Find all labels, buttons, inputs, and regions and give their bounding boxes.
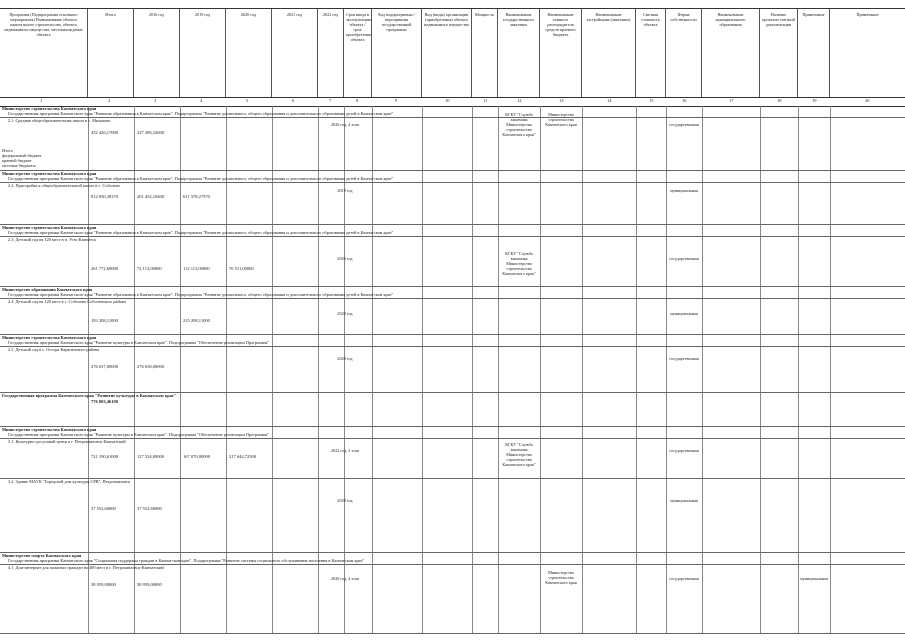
column-number: 11 <box>483 98 488 103</box>
header-col-8: Срок ввода в эксплуатацию объекта / срок приобретения объекта <box>344 9 372 97</box>
object-total: 721 190,61000 <box>91 454 118 459</box>
object-total: 276 637,00000 <box>91 364 118 369</box>
program-total-sum: 776 003,46100 <box>91 399 118 404</box>
object-form: государственная <box>669 448 699 453</box>
column-number: 19 <box>812 98 817 103</box>
section-subtitle: Государственная программа Камчатского края "Социальная поддержка граждан в Камчатском крае". Подпрограмма "Развитие системы социального обслуживания населения в Камчатском крае" <box>8 558 365 563</box>
object-year-2019: 112 113,00000 <box>183 266 210 271</box>
object-year-2019: 215 208,11000 <box>183 318 210 323</box>
object-year-2016: 227 496,32000 <box>137 130 164 135</box>
object-term: 2020 год <box>337 356 353 361</box>
column-number: 8 <box>356 98 359 103</box>
section-title: Министерство строительства Камчатского края <box>2 106 97 111</box>
header-col-2: Итого <box>88 9 134 97</box>
header-col-11: Мощность <box>472 9 498 97</box>
object-ministry: Министерство строительства Камчатского края <box>545 112 577 127</box>
section-subtitle: Государственная программа Камчатского края "Развитие образования в Камчатском крае". Подпрограмма "Развитие дошкольного, общего образования и дополнительного образования детей в Камчатском крае" <box>8 292 394 297</box>
object-name: 2.2. Пристройка к общеобразовательной школе в с. Соболево <box>8 183 120 188</box>
object-name: 4.1. Дом-интернат для пожилых граждан на 400 мест в г. Петропавловск-Камчатский <box>8 565 164 570</box>
column-number: 1 <box>40 98 43 103</box>
column-number: 14 <box>607 98 612 103</box>
object-term: 2020 год, 4 этап <box>330 122 360 127</box>
object-name: 2.4. Детский сад на 120 мест в с. Соболево Соболевского района <box>8 299 127 304</box>
object-name: 2.5. Детский сад в с. Оссора Карагинского района <box>8 347 100 352</box>
object-form: муниципальная <box>670 188 698 193</box>
sum-label: Итого <box>2 148 13 153</box>
object-term: 2019 год <box>337 188 353 193</box>
column-number: 12 <box>517 98 522 103</box>
object-year-2020: 76 511,00000 <box>229 266 254 271</box>
object-year-2016: 38 959,00000 <box>137 582 162 587</box>
header-col-12: Наименование государственного заказчика <box>498 9 540 97</box>
column-number: 4 <box>200 98 203 103</box>
object-year-2016: 201 452,10400 <box>137 194 164 199</box>
program-total-label: Государственная программа Камчатского края "Развитие культуры в Камчатском крае" <box>2 393 177 398</box>
column-number: 3 <box>154 98 157 103</box>
header-col-16: Форма собственности <box>666 9 702 97</box>
object-year-2016: 276 638,00000 <box>137 364 164 369</box>
object-note: муниципальная <box>800 576 828 581</box>
header-col-7: 2022 год <box>318 9 344 97</box>
object-form: государственная <box>669 122 699 127</box>
column-number: 5 <box>246 98 249 103</box>
column-number: 9 <box>395 98 398 103</box>
column-number: 17 <box>729 98 734 103</box>
object-name: 3.2. Здание МАУК "Городской дом культуры СРВ", Петропавловск <box>8 479 131 484</box>
object-total: 812 830,38370 <box>91 194 118 199</box>
header-col-1: Программа (Подпрограмма основного мероприятия) Наименование объекта капитального строительства, объекта недвижимого имущества, местонахождение объекта <box>0 9 88 97</box>
column-number: 13 <box>559 98 564 103</box>
object-total: 37 552,60000 <box>91 506 116 511</box>
table-header <box>0 8 905 98</box>
header-col-19: Примечание <box>798 9 830 97</box>
section-title: Министерство спорта Камчатского края <box>2 553 82 558</box>
section-subtitle: Государственная программа Камчатского края "Развитие образования в Камчатском крае". Подпрограмма "Развитие дошкольного, общего образования и дополнительного образования детей в Камчатском крае" <box>8 111 394 116</box>
object-customer: КГКУ "Служба заказчика Министерства строительства Камчатского края" <box>502 112 536 137</box>
sum-label: краевой бюджет <box>2 158 32 163</box>
section-subtitle: Государственная программа Камчатского края "Развитие образования в Камчатском крае". Подпрограмма "Развитие дошкольного, общего образования и дополнительного образования детей в Камчатском крае" <box>8 230 394 235</box>
header-col-13: Наименование главного распорядителя средств краевого бюджета <box>540 9 582 97</box>
header-col-18: Наличие проектно-сметной документации <box>760 9 798 97</box>
object-year-2019: 167 070,00000 <box>183 454 210 459</box>
object-term: 2020 год <box>337 256 353 261</box>
object-form: муниципальная <box>670 311 698 316</box>
object-year-2019: 611 378,27970 <box>183 194 210 199</box>
object-year-2016: 72 113,00000 <box>137 266 162 271</box>
object-term: 2020 год <box>337 311 353 316</box>
object-customer: КГКУ "Служба заказчика Министерства строительства Камчатского края" <box>502 442 536 467</box>
object-form: государственная <box>669 576 699 581</box>
object-name: 3.1. Культурно-досуговый центр в г. Петропавловск-Камчатский <box>8 439 126 444</box>
header-col-15: Сметная стоимость объекта <box>636 9 666 97</box>
object-name: 2.1. Средняя общеобразовательная школа в с. Мильково <box>8 118 111 123</box>
object-form: муниципальная <box>670 498 698 503</box>
section-title: Министерство строительства Камчатского края <box>2 427 97 432</box>
object-customer: КГКУ "Служба заказчика Министерства строительства Камчатского края" <box>502 251 536 276</box>
header-col-20: Примечание <box>856 12 879 17</box>
section-subtitle: Государственная программа Камчатского края "Развитие культуры в Камчатском крае". Подпрограмма "Обеспечение реализации Программы" <box>8 432 270 437</box>
section-subtitle: Государственная программа Камчатского края "Развитие культуры в Камчатском крае". Подпрограмма "Обеспечение реализации Программы" <box>8 340 270 345</box>
object-year-2016: 37 552,60000 <box>137 506 162 511</box>
object-term: 2020 год, 4 этап <box>330 576 360 581</box>
object-year-2016: 127 524,00000 <box>137 454 164 459</box>
column-number: 20 <box>865 98 870 103</box>
object-ministry: Министерство строительства Камчатского края <box>545 570 577 585</box>
object-term: 2022 год, 3 этап <box>330 448 360 453</box>
section-title: Министерство строительства Камчатского края <box>2 335 97 340</box>
column-number: 15 <box>649 98 654 103</box>
column-number: 2 <box>108 98 111 103</box>
header-col-9: Код подпрограммы / мероприятия государственной программы <box>372 9 422 97</box>
header-col-17: Наименование муниципального образования <box>702 9 760 97</box>
object-total: 193 208,11000 <box>91 318 118 323</box>
header-col-6: 2021 год <box>272 9 318 97</box>
object-total: 452 426,17000 <box>91 130 118 135</box>
sum-label: местные бюджеты <box>2 163 36 168</box>
section-title: Министерство строительства Камчатского края <box>2 225 97 230</box>
object-total: 261 772,69000 <box>91 266 118 271</box>
header-col-5: 2020 год <box>226 9 272 97</box>
column-number: 16 <box>682 98 687 103</box>
section-title: Министерство образования Камчатского края <box>2 287 93 292</box>
object-term: 2020 год <box>337 498 353 503</box>
table-body <box>0 106 905 634</box>
object-year-2020: 217 644,72500 <box>229 454 256 459</box>
column-number: 6 <box>292 98 295 103</box>
sum-label: федеральный бюджет <box>2 153 42 158</box>
object-form: государственная <box>669 356 699 361</box>
header-col-4: 2019 год <box>180 9 226 97</box>
object-form: государственная <box>669 256 699 261</box>
header-col-14: Наименование застройщика (заказчика) <box>582 9 636 97</box>
object-total: 38 959,00000 <box>91 582 116 587</box>
column-number: 7 <box>329 98 332 103</box>
column-number: 10 <box>445 98 450 103</box>
object-name: 2.3. Детский сад на 120 мест в п. Усть-Камчатск <box>8 237 97 242</box>
section-title: Министерство строительства Камчатского края <box>2 171 97 176</box>
header-col-3: 2016 год <box>134 9 180 97</box>
section-subtitle: Государственная программа Камчатского края "Развитие образования в Камчатском крае". Подпрограмма "Развитие дошкольного, общего образования и дополнительного образования детей в Камчатском крае" <box>8 176 394 181</box>
header-col-10: Вид (виды) организации (приобретения) объекта недвижимого имущества <box>422 9 472 97</box>
column-number: 18 <box>777 98 782 103</box>
